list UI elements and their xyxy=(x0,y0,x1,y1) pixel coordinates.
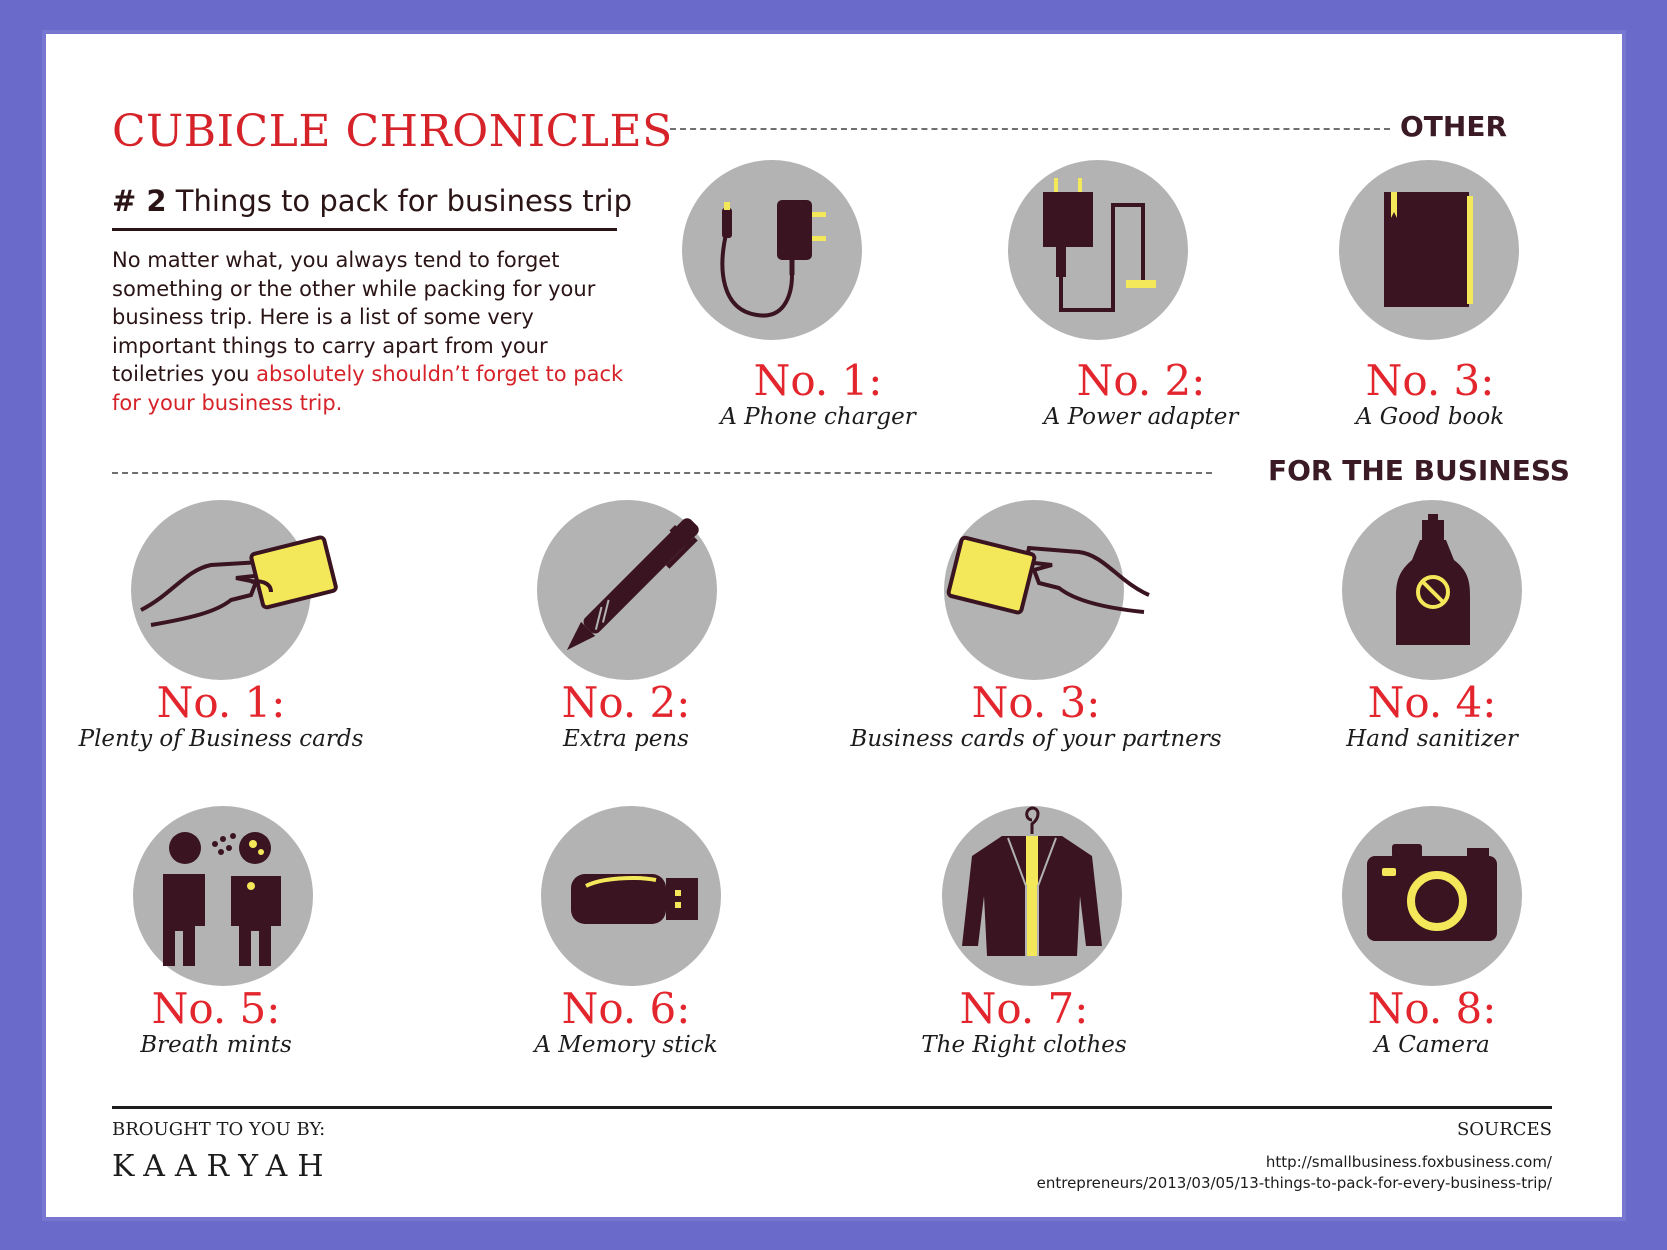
power-adapter-icon xyxy=(968,140,1228,360)
business-item-6-number: No. 6: xyxy=(561,984,691,1033)
page-subtitle xyxy=(112,184,632,231)
brought-by-label: BROUGHT TO YOU BY: xyxy=(112,1119,326,1140)
business-item-3-number: No. 3: xyxy=(971,678,1101,727)
intro-highlight: absolutely shouldn’t forget to pack for your business trip. xyxy=(112,362,624,415)
intro-paragraph xyxy=(112,246,632,417)
business-item-4-number: No. 4: xyxy=(1367,678,1497,727)
business-divider xyxy=(112,472,1212,474)
business-item-5-circle xyxy=(133,806,313,986)
section-label-business: FOR THE BUSINESS xyxy=(1268,454,1570,487)
business-item-8-circle xyxy=(1342,806,1522,986)
other-item-2-circle xyxy=(1008,160,1188,340)
business-item-5-caption: Breath mints xyxy=(140,1032,292,1058)
hand-card-icon xyxy=(91,480,351,700)
business-item-1-caption: Plenty of Business cards xyxy=(78,726,364,752)
business-item-2-number: No. 2: xyxy=(561,678,691,727)
other-item-2-caption: A Power adapter xyxy=(1043,404,1239,430)
usb-stick-icon xyxy=(501,786,761,1006)
other-item-3-caption: A Good book xyxy=(1355,404,1505,430)
source-url-line-2[interactable]: entrepreneurs/2013/03/05/13-things-to-pack-for-every-business-trip/ xyxy=(1036,1174,1552,1192)
other-item-1-number: No. 1: xyxy=(753,356,883,405)
business-item-8-number: No. 8: xyxy=(1367,984,1497,1033)
sources-label: SOURCES xyxy=(1456,1119,1552,1140)
business-item-8-caption: A Camera xyxy=(1374,1032,1490,1058)
business-item-2-caption: Extra pens xyxy=(563,726,689,752)
camera-icon xyxy=(1302,786,1562,1006)
business-item-3-caption: Business cards of your partners xyxy=(850,726,1222,752)
subtitle-number: # 2 xyxy=(112,184,167,218)
business-item-7-number: No. 7: xyxy=(959,984,1089,1033)
section-label-other: OTHER xyxy=(1400,110,1508,143)
other-item-3-number: No. 3: xyxy=(1365,356,1495,405)
phone-charger-icon xyxy=(642,140,902,360)
book-icon xyxy=(1299,140,1559,360)
business-item-2-circle xyxy=(537,500,717,680)
business-item-4-circle xyxy=(1342,500,1522,680)
business-item-7-caption: The Right clothes xyxy=(921,1032,1127,1058)
sanitizer-bottle-icon xyxy=(1302,480,1562,700)
other-item-1-circle xyxy=(682,160,862,340)
breath-people-icon xyxy=(93,786,353,1006)
hand-card-left-icon xyxy=(904,480,1164,700)
infographic-frame xyxy=(46,34,1622,1217)
page-title: CUBICLE CHRONICLES xyxy=(112,106,673,157)
other-item-1-caption: A Phone charger xyxy=(720,404,916,430)
pen-icon xyxy=(497,480,757,700)
business-item-6-circle xyxy=(541,806,721,986)
business-item-4-caption: Hand sanitizer xyxy=(1346,726,1518,752)
business-item-1-number: No. 1: xyxy=(156,678,286,727)
other-item-3-circle xyxy=(1339,160,1519,340)
business-item-3-circle xyxy=(944,500,1124,680)
source-url-line-1[interactable]: http://smallbusiness.foxbusiness.com/ xyxy=(1265,1153,1552,1171)
business-item-5-number: No. 5: xyxy=(151,984,281,1033)
other-divider xyxy=(670,128,1390,130)
business-item-7-circle xyxy=(942,806,1122,986)
source-url[interactable] xyxy=(1037,1152,1552,1194)
intro-text: No matter what, you always tend to forget something or the other while packing for your business trip. Here is a list of some very important things to carry apart from your toiletries you xyxy=(112,248,596,386)
suit-hanger-icon xyxy=(902,786,1162,1006)
other-item-2-number: No. 2: xyxy=(1076,356,1206,405)
kaaryah-logo: KAARYAH xyxy=(112,1149,334,1184)
business-item-1-circle xyxy=(131,500,311,680)
business-item-6-caption: A Memory stick xyxy=(534,1032,718,1058)
subtitle-text: Things to pack for business trip xyxy=(166,184,632,218)
footer-divider xyxy=(112,1106,1552,1109)
